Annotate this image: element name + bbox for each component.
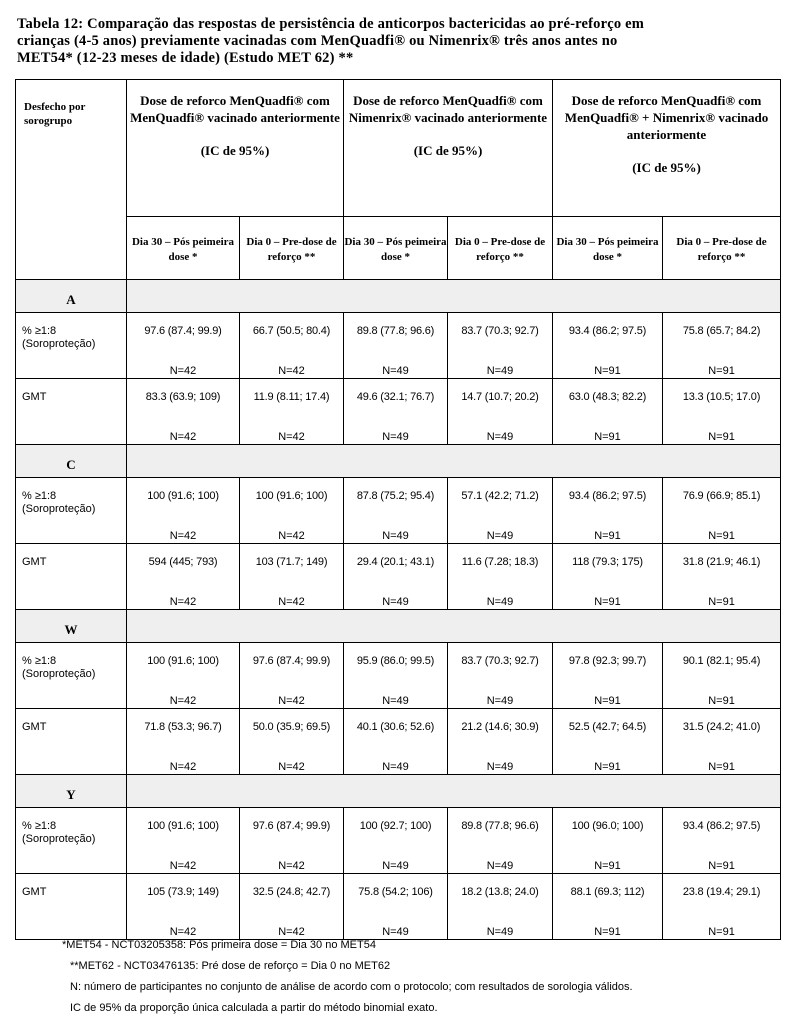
table-cell — [448, 874, 553, 940]
table-cell — [663, 874, 781, 940]
cell-n: N=49 — [486, 431, 514, 443]
cell-n: N=91 — [594, 530, 621, 542]
table-cell — [344, 808, 448, 874]
cell-value: 40.1 (30.6; 52.6) — [356, 721, 435, 733]
cell-value: 97.8 (92.3; 99.7) — [568, 655, 647, 667]
cell-value: 100 (91.6; 100) — [147, 820, 219, 832]
group-header — [127, 80, 344, 217]
table-cell — [127, 313, 240, 379]
cell-value: 100 (92.7; 100) — [359, 820, 432, 832]
table-cell — [553, 478, 663, 544]
cell-n: N=91 — [594, 596, 621, 608]
serogroup-label: W — [16, 610, 127, 643]
table-row — [16, 544, 781, 610]
cell-n: N=91 — [594, 860, 621, 872]
table-cell — [553, 709, 663, 775]
cell-value: 75.8 (54.2; 106) — [358, 886, 433, 898]
subheader-row — [16, 217, 781, 280]
cell-value: 57.1 (42.2; 71.2) — [461, 490, 539, 502]
table-cell — [127, 379, 240, 445]
cell-n: N=49 — [486, 926, 514, 938]
cell-value: 87.8 (75.2; 95.4) — [356, 490, 435, 502]
table-cell — [240, 643, 344, 709]
table-cell — [553, 808, 663, 874]
cell-value: 49.6 (32.1; 76.7) — [356, 391, 435, 403]
cell-n: N=91 — [594, 365, 621, 377]
cell-value: 100 (96.0; 100) — [571, 820, 644, 832]
table-cell — [663, 478, 781, 544]
cell-n: N=49 — [486, 860, 514, 872]
cell-value: 66.7 (50.5; 80.4) — [252, 325, 331, 337]
group-header — [553, 80, 781, 217]
table-row — [16, 808, 781, 874]
cell-value: 93.4 (86.2; 97.5) — [568, 325, 647, 337]
cell-n: N=91 — [594, 431, 621, 443]
outcome-label: % ≥1:8 (Soroproteção) — [16, 313, 127, 379]
serogroup-row — [16, 775, 781, 808]
cell-value: 89.8 (77.8; 96.6) — [356, 325, 435, 337]
group-header-ci: (IC de 95%) — [413, 143, 483, 158]
results-table — [15, 79, 781, 940]
cell-n: N=49 — [382, 365, 409, 377]
cell-value: 95.9 (86.0; 99.5) — [356, 655, 435, 667]
group-header-ci: (IC de 95%) — [200, 143, 270, 158]
cell-value: 97.6 (87.4; 99.9) — [144, 325, 222, 337]
subcolumn-header: Dia 0 – Pre-dose de reforço ** — [448, 217, 553, 280]
cell-value: 63.0 (48.3; 82.2) — [568, 391, 647, 403]
cell-value: 14.7 (10.7; 20.2) — [461, 391, 539, 403]
cell-n: N=49 — [382, 596, 409, 608]
cell-n: N=42 — [169, 761, 197, 773]
footnote-n-definition: N: número de participantes no conjunto de análise de acordo com o protocolo; com resultados de sorologia válidos. — [70, 981, 633, 993]
cell-n: N=42 — [278, 860, 305, 872]
outcome-label: GMT — [16, 379, 127, 445]
cell-n: N=91 — [708, 926, 735, 938]
table-cell — [553, 544, 663, 610]
table-cell — [448, 643, 553, 709]
table-cell — [448, 379, 553, 445]
table-cell — [448, 478, 553, 544]
cell-n: N=42 — [278, 695, 305, 707]
cell-value: 97.6 (87.4; 99.9) — [252, 655, 331, 667]
group-header-label: Dose de reforco MenQuadfi® com MenQuadfi® vacinado anteriormente — [130, 93, 340, 125]
group-header — [344, 80, 553, 217]
cell-n: N=49 — [382, 431, 409, 443]
cell-value: 100 (91.6; 100) — [255, 490, 328, 502]
cell-n: N=49 — [486, 695, 514, 707]
cell-value: 29.4 (20.1; 43.1) — [356, 556, 435, 568]
cell-value: 31.8 (21.9; 46.1) — [682, 556, 761, 568]
table-cell — [448, 709, 553, 775]
table-title: Tabela 12: Comparação das respostas de persistência de anticorpos bactericidas ao pré-reforço em crianças (4-5 anos) previamente vacinadas com MenQuadfi® ou Nimenrix® três anos antes no MET54* (12-23 meses de idade) (Estudo MET 62) ** — [17, 16, 645, 66]
cell-n: N=42 — [169, 431, 197, 443]
cell-n: N=91 — [708, 860, 735, 872]
table-cell — [344, 544, 448, 610]
cell-value: 83.7 (70.3; 92.7) — [461, 325, 539, 337]
cell-value: 97.6 (87.4; 99.9) — [252, 820, 331, 832]
table-cell — [663, 709, 781, 775]
cell-value: 76.9 (66.9; 85.1) — [682, 490, 761, 502]
table-cell — [344, 874, 448, 940]
table-cell — [127, 709, 240, 775]
cell-n: N=91 — [594, 926, 621, 938]
cell-value: 88.1 (69.3; 112) — [570, 886, 645, 898]
cell-n: N=91 — [708, 431, 735, 443]
cell-n: N=91 — [708, 695, 735, 707]
footnote-met62: **MET62 - NCT03476135: Pré dose de reforço = Dia 0 no MET62 — [70, 960, 391, 972]
cell-value: 89.8 (77.8; 96.6) — [461, 820, 539, 832]
serogroup-band — [127, 280, 781, 313]
cell-value: 18.2 (13.8; 24.0) — [461, 886, 539, 898]
table-cell — [240, 379, 344, 445]
cell-value: 21.2 (14.6; 30.9) — [461, 721, 539, 733]
outcome-label: GMT — [16, 874, 127, 940]
cell-n: N=42 — [169, 596, 197, 608]
table-cell — [448, 544, 553, 610]
cell-n: N=91 — [708, 365, 735, 377]
cell-n: N=42 — [278, 431, 305, 443]
cell-value: 75.8 (65.7; 84.2) — [682, 325, 761, 337]
table-cell — [344, 379, 448, 445]
table-cell — [344, 643, 448, 709]
outcome-label: % ≥1:8 (Soroproteção) — [16, 478, 127, 544]
cell-n: N=91 — [708, 761, 735, 773]
table-cell — [240, 313, 344, 379]
cell-n: N=91 — [708, 530, 735, 542]
cell-n: N=49 — [382, 695, 409, 707]
cell-value: 11.9 (8.11; 17.4) — [253, 391, 330, 403]
cell-value: 100 (91.6; 100) — [147, 655, 219, 667]
serogroup-band — [127, 775, 781, 808]
cell-n: N=42 — [169, 695, 197, 707]
cell-n: N=49 — [382, 761, 409, 773]
table-cell — [127, 544, 240, 610]
cell-value: 83.3 (63.9; 109) — [145, 391, 221, 403]
group-header-label: Dose de reforco MenQuadfi® com MenQuadfi® + Nimenrix® vacinado anteriormente — [564, 93, 769, 142]
table-cell — [127, 874, 240, 940]
cell-n: N=42 — [169, 530, 197, 542]
cell-value: 11.6 (7.28; 18.3) — [461, 556, 539, 568]
cell-value: 31.5 (24.2; 41.0) — [682, 721, 761, 733]
table-cell — [344, 709, 448, 775]
cell-value: 118 (79.3; 175) — [572, 556, 643, 568]
cell-n: N=49 — [486, 596, 514, 608]
cell-n: N=91 — [594, 761, 621, 773]
cell-n: N=91 — [594, 695, 621, 707]
subcolumn-header: Dia 30 – Pós peimeira dose * — [344, 217, 448, 280]
table-cell — [663, 379, 781, 445]
outcome-label: GMT — [16, 544, 127, 610]
table-cell — [240, 478, 344, 544]
table-cell — [127, 643, 240, 709]
cell-n: N=42 — [169, 926, 197, 938]
footnote-ci-method: IC de 95% da proporção única calculada a partir do método binomial exato. — [70, 1002, 438, 1014]
cell-n: N=42 — [278, 365, 305, 377]
table-cell — [553, 643, 663, 709]
cell-value: 23.8 (19.4; 29.1) — [682, 886, 761, 898]
serogroup-label: Y — [16, 775, 127, 808]
header-row — [16, 80, 781, 217]
table-cell — [344, 478, 448, 544]
serogroup-band — [127, 610, 781, 643]
table-cell — [448, 808, 553, 874]
table-cell — [663, 808, 781, 874]
serogroup-band — [127, 445, 781, 478]
cell-value: 594 (445; 793) — [148, 556, 218, 568]
outcome-label: % ≥1:8 (Soroproteção) — [16, 643, 127, 709]
outcome-column-header: Desfecho por sorogrupo — [16, 80, 127, 280]
table-cell — [553, 313, 663, 379]
table-row — [16, 643, 781, 709]
cell-value: 52.5 (42.7; 64.5) — [568, 721, 647, 733]
subcolumn-header: Dia 0 – Pre-dose de reforço ** — [663, 217, 781, 280]
serogroup-row — [16, 445, 781, 478]
cell-n: N=42 — [169, 365, 197, 377]
table-cell — [663, 313, 781, 379]
cell-value: 100 (91.6; 100) — [147, 490, 219, 502]
subcolumn-header: Dia 30 – Pós peimeira dose * — [553, 217, 663, 280]
cell-n: N=42 — [278, 530, 305, 542]
table-cell — [663, 643, 781, 709]
subcolumn-header: Dia 0 – Pre-dose de reforço ** — [240, 217, 344, 280]
table-row — [16, 313, 781, 379]
table-cell — [448, 313, 553, 379]
cell-value: 93.4 (86.2; 97.5) — [682, 820, 761, 832]
cell-n: N=49 — [382, 926, 409, 938]
footnote-met54: *MET54 - NCT03205358: Pós primeira dose = Dia 30 no MET54 — [62, 939, 376, 951]
group-header-ci: (IC de 95%) — [632, 160, 701, 175]
table-row — [16, 478, 781, 544]
cell-n: N=49 — [486, 365, 514, 377]
cell-n: N=42 — [169, 860, 197, 872]
outcome-label: GMT — [16, 709, 127, 775]
table-row — [16, 379, 781, 445]
serogroup-row — [16, 280, 781, 313]
cell-n: N=49 — [486, 530, 514, 542]
cell-value: 103 (71.7; 149) — [255, 556, 328, 568]
cell-value: 32.5 (24.8; 42.7) — [252, 886, 331, 898]
table-cell — [240, 544, 344, 610]
cell-n: N=42 — [278, 761, 305, 773]
serogroup-label: A — [16, 280, 127, 313]
table-cell — [240, 808, 344, 874]
cell-value: 93.4 (86.2; 97.5) — [568, 490, 647, 502]
cell-n: N=49 — [486, 761, 514, 773]
cell-value: 13.3 (10.5; 17.0) — [682, 391, 761, 403]
table-cell — [127, 808, 240, 874]
cell-n: N=91 — [708, 596, 735, 608]
group-header-label: Dose de reforco MenQuadfi® com Nimenrix® vacinado anteriormente — [348, 93, 548, 125]
cell-n: N=49 — [382, 530, 409, 542]
table-cell — [553, 379, 663, 445]
cell-value: 90.1 (82.1; 95.4) — [682, 655, 761, 667]
table-cell — [240, 874, 344, 940]
cell-value: 83.7 (70.3; 92.7) — [461, 655, 539, 667]
outcome-label: % ≥1:8 (Soroproteção) — [16, 808, 127, 874]
subcolumn-header: Dia 30 – Pós peimeira dose * — [127, 217, 240, 280]
table-cell — [663, 544, 781, 610]
cell-value: 71.8 (53.3; 96.7) — [144, 721, 222, 733]
table-cell — [127, 478, 240, 544]
cell-n: N=42 — [278, 596, 305, 608]
cell-value: 50.0 (35.9; 69.5) — [252, 721, 331, 733]
table-cell — [553, 874, 663, 940]
cell-n: N=49 — [382, 860, 409, 872]
table-row — [16, 874, 781, 940]
serogroup-row — [16, 610, 781, 643]
serogroup-label: C — [16, 445, 127, 478]
table-cell — [344, 313, 448, 379]
table-row — [16, 709, 781, 775]
cell-value: 105 (73.9; 149) — [147, 886, 219, 898]
table-cell — [240, 709, 344, 775]
cell-n: N=42 — [278, 926, 305, 938]
